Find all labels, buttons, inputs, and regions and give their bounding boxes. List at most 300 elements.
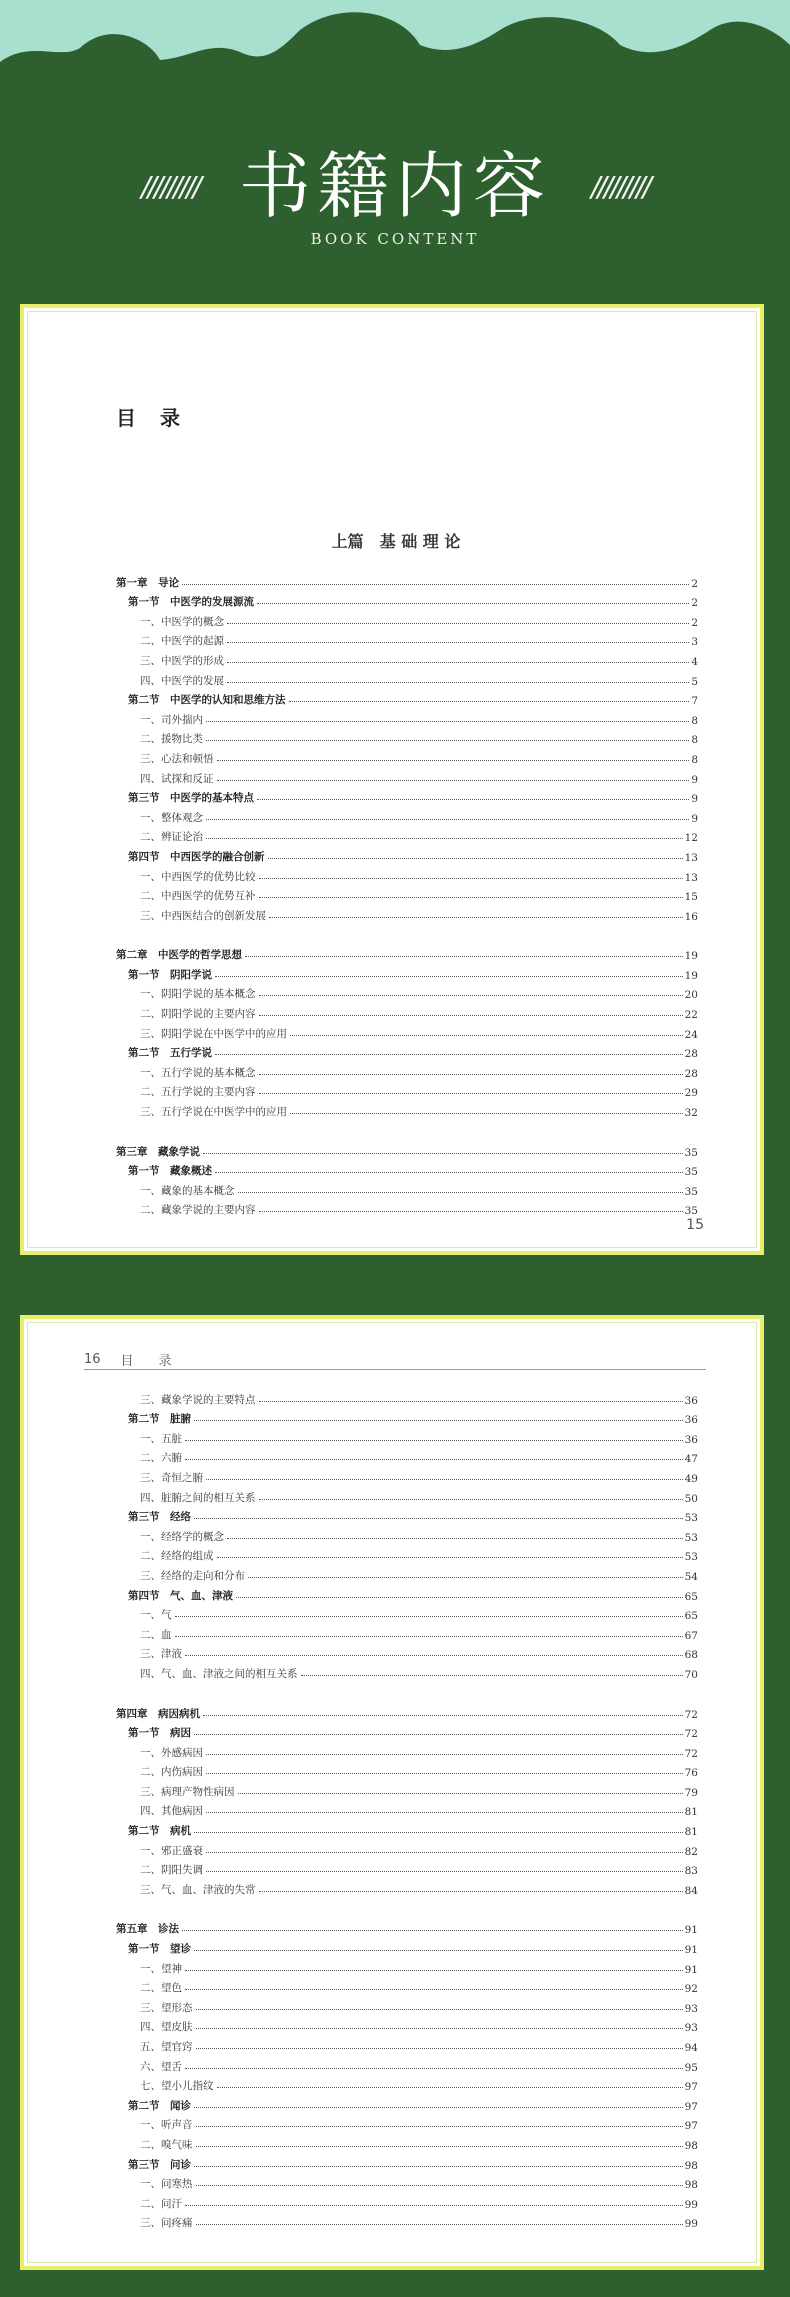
toc-entry-title: 二、望色 (140, 1982, 182, 1995)
toc-entry-title: 第四节 中西医学的融合创新 (128, 850, 265, 863)
toc-entry-title: 一、司外揣内 (140, 713, 203, 726)
toc-section (116, 844, 698, 864)
toc-page-number: 36 (684, 1433, 698, 1446)
toc-entry-title: 第一节 望诊 (128, 1943, 191, 1956)
part-title: 上篇 基 础 理 论 (331, 532, 461, 551)
toc-page-number: 97 (684, 2120, 698, 2133)
dot-leader (236, 1597, 683, 1598)
toc-entry-title: 第三节 经络 (128, 1511, 191, 1524)
toc-entry-title: 第一节 病因 (128, 1727, 191, 1740)
toc-entry-title: 三、阴阳学说在中医学中的应用 (140, 1027, 287, 1040)
toc-entry-title: 三、病理产物性病因 (140, 1785, 235, 1798)
toc-page-number: 7 (691, 695, 698, 708)
dot-leader (206, 838, 683, 839)
toc-entry-title: 一、听声音 (140, 2119, 193, 2132)
dot-leader (185, 2205, 683, 2206)
toc-entry-title: 二、嗅气味 (140, 2138, 193, 2151)
toc-item (116, 1099, 698, 1119)
toc-entry-title: 第三章 藏象学说 (116, 1145, 200, 1158)
toc-entry-title: 一、五脏 (140, 1432, 182, 1445)
dot-leader (185, 1655, 683, 1656)
toc-page-number: 32 (684, 1107, 698, 1120)
dot-leader (238, 1192, 683, 1193)
dot-leader (217, 1557, 683, 1558)
dot-leader (194, 1420, 683, 1421)
toc-page-number: 9 (691, 793, 698, 806)
toc-entry-title: 一、邪正盛衰 (140, 1844, 203, 1857)
toc-entry-title: 一、外感病因 (140, 1746, 203, 1759)
dot-leader (206, 721, 689, 722)
toc-entry-title: 第一节 中医学的发展源流 (128, 596, 254, 609)
toc-item (116, 1976, 698, 1996)
dot-leader (196, 2224, 683, 2225)
toc-page-number: 35 (684, 1146, 698, 1159)
toc-item (116, 1760, 698, 1780)
toc-page-number: 36 (684, 1414, 698, 1427)
toc-page-number: 15 (684, 891, 698, 904)
toc-page-number: 91 (684, 1944, 698, 1957)
dot-leader (290, 1113, 683, 1114)
dot-leader (175, 1616, 683, 1617)
toc-item (116, 805, 698, 825)
toc-section (116, 1041, 698, 1061)
toc-page-number: 70 (684, 1668, 698, 1681)
toc-section (116, 1818, 698, 1838)
toc-entry-title: 三、津液 (140, 1648, 182, 1661)
dot-leader (217, 2087, 683, 2088)
dot-leader (206, 1479, 683, 1480)
toc-page-number: 35 (684, 1166, 698, 1179)
toc-section (116, 1721, 698, 1741)
toc-item (116, 1642, 698, 1662)
toc-page-number: 19 (684, 950, 698, 963)
page-number: 15 (686, 1217, 704, 1233)
toc-section (116, 2093, 698, 2113)
toc-entry-title: 一、望神 (140, 1962, 182, 1975)
toc-entry-title: 三、望形态 (140, 2001, 193, 2014)
dot-leader (196, 2048, 683, 2049)
toc-entry-title: 一、经络学的概念 (140, 1530, 224, 1543)
toc-page-2 (20, 1315, 764, 2270)
toc-entry-title: 三、心法和顿悟 (140, 752, 214, 765)
dot-leader (215, 1172, 683, 1173)
toc-page-number: 9 (691, 773, 698, 786)
toc-item (116, 707, 698, 727)
toc-entry-title: 一、阴阳学说的基本概念 (140, 988, 256, 1001)
dot-leader (206, 1871, 683, 1872)
dot-leader (206, 1812, 683, 1813)
toc-chapter (116, 1139, 698, 1159)
toc-page-number: 47 (684, 1453, 698, 1466)
dot-leader (203, 1715, 683, 1716)
toc-page-number: 50 (684, 1492, 698, 1505)
toc-item (116, 1465, 698, 1485)
dot-leader (257, 603, 689, 604)
toc-chapter (116, 570, 698, 590)
toc-section (116, 688, 698, 708)
toc-entry-title: 五、望官窍 (140, 2041, 193, 2053)
dot-leader (185, 1970, 683, 1971)
dot-leader (268, 858, 683, 859)
toc-item (116, 1524, 698, 1544)
dot-leader (259, 1093, 683, 1094)
toc-page-number: 93 (684, 2022, 698, 2035)
toc-section (116, 1936, 698, 1956)
toc-page-number: 79 (684, 1786, 698, 1799)
dot-leader (206, 1754, 683, 1755)
toc-entry-title: 四、试探和反证 (140, 772, 214, 785)
dot-leader (259, 1891, 683, 1892)
toc-entry-title: 三、五行学说在中医学中的应用 (140, 1106, 287, 1119)
toc-page-number: 49 (684, 1472, 698, 1485)
toc-item (116, 668, 698, 688)
toc-page-number: 98 (684, 2139, 698, 2152)
toc-page-number: 65 (684, 1610, 698, 1623)
toc-page-number: 84 (684, 1884, 698, 1897)
toc-item (116, 1838, 698, 1858)
toc-entry-title: 第三节 中医学的基本特点 (128, 792, 254, 805)
slashes-left-decoration: ///////// (141, 169, 199, 203)
dot-leader (196, 2126, 683, 2127)
toc-entry-title: 二、问汗 (140, 2197, 182, 2210)
toc-chapter (116, 1701, 698, 1721)
toc-page-number: 91 (684, 1924, 698, 1937)
toc-item (116, 1877, 698, 1897)
dot-leader (194, 1734, 683, 1735)
dot-leader (206, 1773, 683, 1774)
dot-leader (175, 1636, 683, 1637)
dot-leader (194, 1832, 683, 1833)
toc-item (116, 864, 698, 884)
toc-item (116, 2034, 698, 2054)
toc-entry-title: 四、脏腑之间的相互关系 (140, 1491, 256, 1504)
toc-item (116, 1799, 698, 1819)
toc-entry-title: 三、中医学的形成 (140, 654, 224, 667)
toc-item (116, 629, 698, 649)
toc-item (116, 727, 698, 747)
toc-item (116, 2074, 698, 2094)
toc-page-number: 16 (684, 910, 698, 923)
toc-section (116, 962, 698, 982)
toc-page-number: 83 (684, 1865, 698, 1878)
dot-leader (245, 956, 683, 957)
toc-item (116, 1387, 698, 1407)
toc-item (116, 1080, 698, 1100)
toc-page-number: 72 (684, 1708, 698, 1721)
toc-entry-title: 一、藏象的基本概念 (140, 1184, 235, 1197)
toc-page-number: 94 (684, 2042, 698, 2054)
hills-decoration (0, 0, 790, 90)
toc-entry-title: 三、藏象学说的主要特点 (140, 1393, 256, 1406)
dot-leader (289, 701, 690, 702)
toc-page-number: 97 (684, 2100, 698, 2113)
dot-leader (206, 819, 689, 820)
toc-page-number: 98 (684, 2159, 698, 2172)
toc-item (116, 2113, 698, 2133)
dot-leader (194, 1518, 683, 1519)
toc-item (116, 1485, 698, 1505)
toc-page-number: 67 (684, 1629, 698, 1642)
toc-gap (116, 923, 698, 943)
dot-leader (215, 1054, 683, 1055)
toc-entry-title: 三、经络的走向和分布 (140, 1569, 245, 1582)
toc-page-number: 53 (684, 1551, 698, 1564)
toc-page-number: 68 (684, 1649, 698, 1662)
toc-entry-title: 二、辨证论治 (140, 831, 203, 844)
dot-leader (259, 1015, 683, 1016)
toc-entry-title: 第二节 五行学说 (128, 1047, 212, 1060)
toc-entry-title: 一、整体观念 (140, 811, 203, 824)
running-title: 目 录 (120, 1353, 178, 1369)
toc-item (116, 1956, 698, 1976)
toc-entry-title: 一、气 (140, 1609, 172, 1622)
toc-page-number: 8 (691, 734, 698, 747)
toc-entry-title: 四、中医学的发展 (140, 674, 224, 687)
toc-entry-title: 三、气、血、津液的失常 (140, 1883, 256, 1896)
toc-page-number: 53 (684, 1512, 698, 1525)
toc-page-number: 28 (684, 1048, 698, 1061)
toc-entry-title: 二、经络的组成 (140, 1550, 214, 1563)
dot-leader (217, 780, 690, 781)
dot-leader (290, 1035, 683, 1036)
toc-item (116, 825, 698, 845)
dot-leader (196, 2146, 683, 2147)
toc-entry-title: 第二节 闻诊 (128, 2099, 191, 2112)
toc-page-number: 82 (684, 1845, 698, 1858)
toc-page-number: 35 (684, 1205, 698, 1218)
toc-page-number: 65 (684, 1590, 698, 1603)
toc-page-number: 99 (684, 2198, 698, 2211)
toc-item (116, 1563, 698, 1583)
dot-leader (227, 662, 689, 663)
toc-item (116, 1995, 698, 2015)
toc-entry-title: 二、中西医学的优势互补 (140, 890, 256, 903)
toc-item (116, 1021, 698, 1041)
toc-page-number: 2 (691, 597, 698, 610)
dot-leader (194, 1950, 683, 1951)
page-number: 16 (84, 1351, 101, 1367)
toc-item (116, 903, 698, 923)
toc-item (116, 609, 698, 629)
toc-page-number: 36 (684, 1394, 698, 1407)
toc-chapter (116, 1917, 698, 1937)
toc-item (116, 1779, 698, 1799)
toc-entry-title: 四、望皮肤 (140, 2021, 193, 2034)
toc-item (116, 1060, 698, 1080)
dot-leader (259, 878, 683, 879)
toc-entry-title: 第一节 藏象概述 (128, 1165, 212, 1178)
toc-entry-title: 二、六腑 (140, 1452, 182, 1465)
toc-page-number: 3 (691, 636, 698, 649)
dot-leader (194, 2107, 683, 2108)
toc-entry-title: 第四章 病因病机 (116, 1707, 200, 1720)
dot-leader (227, 1538, 683, 1539)
toc-section (116, 1407, 698, 1427)
dot-leader (185, 2068, 683, 2069)
toc-page-number: 22 (684, 1009, 698, 1022)
toc-entry-title: 第五章 诊法 (116, 1923, 179, 1936)
dot-leader (182, 584, 689, 585)
toc-page-number: 13 (684, 871, 698, 884)
toc-page-number: 20 (684, 989, 698, 1002)
toc-entry-title: 七、望小儿指纹 (140, 2080, 214, 2093)
toc-item (116, 1740, 698, 1760)
dot-leader (259, 1401, 683, 1402)
toc-page-number: 98 (684, 2179, 698, 2192)
toc-entry-title: 二、援物比类 (140, 733, 203, 746)
dot-leader (301, 1675, 683, 1676)
toc-page-number: 13 (684, 851, 698, 864)
toc-entry-title: 二、五行学说的主要内容 (140, 1086, 256, 1099)
toc-entry-title: 二、藏象学说的主要内容 (140, 1204, 256, 1217)
toc-item (116, 1426, 698, 1446)
dot-leader (269, 917, 683, 918)
toc-item (116, 1603, 698, 1623)
toc-entry-title: 第四节 气、血、津液 (128, 1589, 233, 1602)
toc-list-page-2 (116, 1387, 698, 2230)
toc-page-number: 99 (684, 2218, 698, 2231)
toc-item (116, 1544, 698, 1564)
toc-entry-title: 四、气、血、津液之间的相互关系 (140, 1667, 298, 1680)
toc-page-number: 4 (691, 655, 698, 668)
toc-entry-title: 第二章 中医学的哲学思想 (116, 949, 242, 962)
dot-leader (196, 2185, 683, 2186)
toc-page-number: 53 (684, 1531, 698, 1544)
toc-item (116, 1622, 698, 1642)
dot-leader (227, 623, 689, 624)
toc-page-number: 76 (684, 1767, 698, 1780)
toc-item (116, 1001, 698, 1021)
dot-leader (206, 1852, 683, 1853)
toc-page-number: 8 (691, 714, 698, 727)
toc-entry-title: 二、血 (140, 1628, 172, 1641)
slashes-right-decoration: ///////// (591, 169, 649, 203)
toc-page-number: 97 (684, 2081, 698, 2094)
toc-list-page-1 (116, 570, 698, 1217)
dot-leader (259, 1074, 683, 1075)
toc-item (116, 2211, 698, 2231)
toc-page-1 (20, 304, 764, 1255)
toc-page-number: 35 (684, 1185, 698, 1198)
toc-entry-title: 一、中医学的概念 (140, 615, 224, 628)
toc-entry-title: 第二节 中医学的认知和思维方法 (128, 694, 286, 707)
dot-leader (185, 1459, 683, 1460)
toc-entry-title: 第三节 问诊 (128, 2158, 191, 2171)
toc-page-number: 12 (684, 832, 698, 845)
toc-item (116, 2191, 698, 2211)
toc-section (116, 1159, 698, 1179)
page-subtitle: BOOK CONTENT (310, 230, 480, 248)
toc-heading: 目 录 (116, 406, 182, 430)
toc-item (116, 648, 698, 668)
dot-leader (259, 1211, 683, 1212)
toc-item (116, 884, 698, 904)
toc-page-number: 19 (684, 969, 698, 982)
toc-page-number: 5 (691, 675, 698, 688)
toc-page-number: 2 (691, 577, 698, 590)
running-header (84, 1349, 706, 1370)
toc-entry-title: 四、其他病因 (140, 1805, 203, 1818)
toc-item (116, 1198, 698, 1218)
toc-chapter (116, 943, 698, 963)
toc-item (116, 2054, 698, 2074)
toc-page-number: 91 (684, 1963, 698, 1976)
toc-gap (116, 1897, 698, 1917)
dot-leader (203, 1153, 683, 1154)
toc-entry-title: 一、五行学说的基本概念 (140, 1066, 256, 1079)
toc-entry-title: 第二节 脏腑 (128, 1413, 191, 1426)
section-header (0, 144, 790, 248)
toc-gap (116, 1681, 698, 1701)
toc-gap (116, 1119, 698, 1139)
toc-item (116, 2132, 698, 2152)
dot-leader (259, 897, 683, 898)
toc-entry-title: 第一章 导论 (116, 576, 179, 589)
dot-leader (238, 1793, 683, 1794)
toc-page-number: 8 (691, 753, 698, 766)
toc-item (116, 982, 698, 1002)
dot-leader (194, 2166, 683, 2167)
toc-page-number: 81 (684, 1806, 698, 1819)
page-title: 书籍内容 (238, 144, 551, 228)
toc-page-number: 72 (684, 1747, 698, 1760)
dot-leader (227, 642, 689, 643)
dot-leader (257, 799, 689, 800)
dot-leader (182, 1930, 683, 1931)
toc-item (116, 1661, 698, 1681)
toc-item (116, 2172, 698, 2192)
toc-page-number: 28 (684, 1067, 698, 1080)
toc-entry-title: 三、奇恒之腑 (140, 1471, 203, 1484)
toc-entry-title: 一、问寒热 (140, 2178, 193, 2191)
toc-item (116, 2015, 698, 2035)
toc-item (116, 766, 698, 786)
toc-item (116, 1446, 698, 1466)
toc-item (116, 1178, 698, 1198)
dot-leader (185, 1440, 683, 1441)
toc-entry-title: 一、中西医学的优势比较 (140, 870, 256, 883)
toc-page-number: 29 (684, 1087, 698, 1100)
toc-page-number: 54 (684, 1570, 698, 1583)
toc-section (116, 590, 698, 610)
toc-entry-title: 二、阴阳学说的主要内容 (140, 1008, 256, 1021)
toc-entry-title: 六、望舌 (140, 2060, 182, 2073)
dot-leader (259, 1499, 683, 1500)
toc-item (116, 746, 698, 766)
toc-item (116, 1858, 698, 1878)
dot-leader (248, 1577, 683, 1578)
toc-entry-title: 二、中医学的起源 (140, 635, 224, 648)
toc-page-number: 24 (684, 1028, 698, 1041)
toc-page-number: 9 (691, 812, 698, 825)
dot-leader (196, 2009, 683, 2010)
toc-entry-title: 三、中西医结合的创新发展 (140, 909, 266, 922)
toc-section (116, 2152, 698, 2172)
dot-leader (215, 976, 683, 977)
toc-section (116, 1505, 698, 1525)
toc-page-number: 2 (691, 616, 698, 629)
toc-page-number: 81 (684, 1826, 698, 1839)
dot-leader (196, 2028, 683, 2029)
toc-section (116, 1583, 698, 1603)
toc-entry-title: 二、阴阳失调 (140, 1864, 203, 1877)
dot-leader (227, 682, 689, 683)
dot-leader (217, 760, 690, 761)
toc-section (116, 786, 698, 806)
dot-leader (206, 740, 689, 741)
dot-leader (185, 1989, 683, 1990)
toc-page-number: 93 (684, 2002, 698, 2015)
